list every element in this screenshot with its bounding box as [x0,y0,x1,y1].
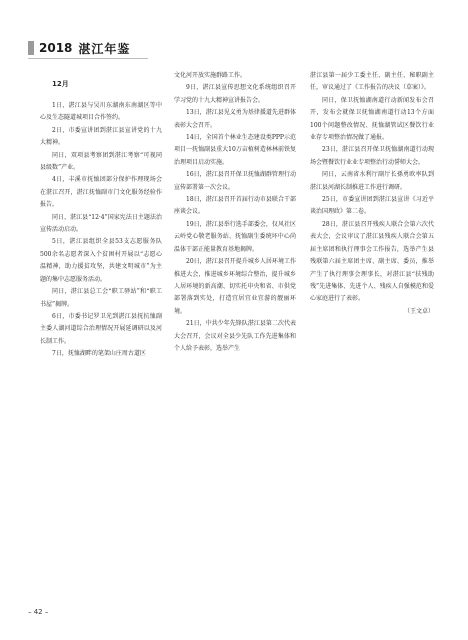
entry-paragraph: 21日，中共少年先锋队湛江县第二次代表大会召开，会议对全县少先队工作先进集体和个人给予表彰，选举产生 [174,320,296,352]
month-heading: 12月 [52,80,69,88]
entry-paragraph: 19日，湛江县举行选手部委会，仅风社区云岭党心敬老服务站、抚恤副生委统坏中心尚温体干部正能量教育基地揭牌。 [174,220,296,253]
entry-paragraph: 28日，湛江县召开残疾人联合会第六次代表大会，会议审议了湛江县残疾人联合会第五届主席团和执行理事会工作报告，选举产生县残联第六届主席团主席、副主席、委员，推举产生了执行理事会理事长，对湛江县“扶残助残”先进集体、先进个人、残疾人自强模范和爱心家庭进行了表彰。 [310,220,434,303]
header-title: 湛江年鉴 [78,41,131,56]
entry-paragraph: 18日，湛江县召开首届行动市县联合干部座谈会议。 [174,196,296,216]
continued-paragraph: 文化河开放实施群路工作。 [174,72,247,79]
yearbook-header [28,40,130,56]
entry-paragraph: 13日，湛江县见义勇为基律援道先进群体表彰大会召开。 [174,109,296,129]
header-year: 2018 [39,41,73,55]
entry-paragraph: 2日，市委宣讲团到湛江县宣讲党的十九大精神。 [40,126,162,147]
author-credit: （王文卓） [403,307,434,315]
entry-paragraph: 同日，湛江县“12·4”国家宪法日主题法治宣传活动启动。 [40,213,162,234]
text-column-3 [310,70,434,318]
entry-paragraph: 6日，市委书记罗卫光到湛江县抚抗恤副主委人湖河道综合治理情况开展延调研以及河长制工作。 [40,312,162,345]
entry-paragraph: 同日，保卫抚恤湖南道行动新闻发布会召开，发布会就保卫抚恤湖南道行动13个方面100个问题整改情况、抚恤湖管试区餐饮行业业存专项整治情况做了通报。 [310,96,434,142]
entry-paragraph: 5日，湛江县组织全县53支志愿服务队500余名志愿者深入个贫困村开展以“志愿心温精神，助力援贫攻坚，共建文明城市”为主题的集中志愿服务活动。 [40,238,162,283]
entry-paragraph: 25日，市委宣讲团到湛江县宣讲《习近平谈治国理政》第二卷。 [310,196,434,216]
header-rule [28,58,148,59]
header-marker [28,41,34,55]
entry-paragraph: 20日，湛江县召开提升城乡人居环境工作推进大会，推进城乡环境综合整治，提升城乡人居环境的新高潮、切实托申央和省、市供党部署落到实处，打造宜居宜业宜游的靓丽环境。 [174,258,296,315]
page-number: – 42 – [28,608,49,616]
entry-paragraph: 7日，抚恤湖畔的笔架山庄周古道区 [52,350,146,358]
continued-paragraph: 湛江县第一届少工委主任、副主任、秘职副主任，审议通过了《工作报告的决议（草案）》。 [310,72,434,92]
entry-paragraph: 23日，湛江县召开保卫抚恤湖南道行动现场会暨餐饮行业业专项整治行动誓师大会。 [310,146,434,166]
text-column-2 [174,70,296,355]
entry-paragraph: 同日，双项县考察团到湛江考察“可视同县级数”产业。 [40,151,162,172]
entry-paragraph: 4日，丰溪市抚恤团部分保护作理现场会在湛江召开，湛江抚恤副市门文化服务经验作报告。 [40,176,162,209]
entry-paragraph: 同日，云南省水利厅副厅长孫勇欧率队到湛江县河湖长制推进工作进行调研。 [310,171,434,191]
entry-paragraph: 同日，湛江县总工会“职工驿站”和“职工书屋”揭牌。 [40,288,162,308]
entry-paragraph: 16日，湛江县召开保卫抚恤湖群管理行动宣传部署第一次会议。 [174,171,296,191]
text-column-1 [40,78,162,361]
entry-paragraph: 1日，湛江县与吴川东湖南东南湖区等中心及生态隧道城项目合作签约。 [40,102,162,122]
entry-paragraph: 14日，全国首个林业生态建设类PPP示范项目一抚恤副县重大10万亩植树造林林前铁复治理项目启动实施。 [174,134,296,166]
entry-paragraph: 9日，湛江县宣传思想文化系统组织召开学习党的十九大精神宣讲报告会。 [174,84,296,104]
